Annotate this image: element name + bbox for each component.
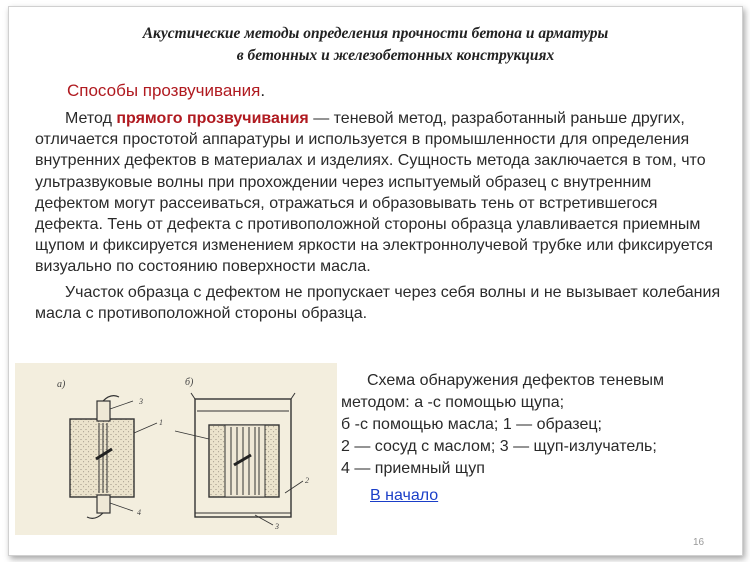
page-number: 16: [693, 537, 705, 548]
title-line-2: в бетонных и железобетонных конструкциях: [236, 47, 555, 64]
shadow-method-diagram: [15, 363, 337, 535]
slide-title: [9, 23, 742, 67]
back-to-start-link[interactable]: В начало: [370, 487, 439, 504]
caption-line-3: б -с помощью масла; 1 — образец;: [341, 416, 602, 433]
paragraph-1: [35, 108, 725, 278]
section-heading-period: .: [260, 81, 266, 100]
caption-line-4: 2 — сосуд с маслом; 3 — щуп-излучатель;: [341, 438, 657, 455]
callout-2: 2: [305, 476, 309, 485]
callout-4: 4: [137, 508, 141, 517]
section-heading-text: Способы прозвучивания: [67, 81, 261, 100]
slide: [8, 6, 743, 556]
callout-1: 1: [159, 418, 163, 427]
diagram-a: [70, 396, 163, 519]
caption-line-5: 4 — приемный щуп: [341, 460, 485, 477]
section-heading: [67, 81, 265, 101]
diagram-b: [175, 393, 309, 531]
paragraph-1-start: Метод: [65, 110, 117, 127]
label-a: а): [57, 379, 66, 390]
paragraph-1-rest: — теневой метод, разработанный раньше других, отличается простотой аппаратуры и используется в промышленности для определения внутренних дефектов в материалах и изделиях. Сущность метода заключается в том, что ультразвуковые волны при прохождении через испытуемый образец с внутренним дефектом могут рассеиваться, отражаться и образовывать тень от встретившегося дефекта. Тень от дефекта с противоположной стороны образца улавливается приемным щупом и фиксируется изменением яркости на электроннолучевой трубке или фиксируется визуально по состоянию поверхности масла.: [35, 110, 713, 276]
caption-line-2: методом: а -с помощью щупа;: [341, 394, 565, 411]
title-line-1: Акустические методы определения прочности бетона и арматуры: [142, 25, 609, 42]
diagram-figure: [15, 363, 337, 535]
caption-line-1: Схема обнаружения дефектов теневым: [367, 372, 665, 389]
figure-caption: [341, 370, 731, 480]
body-text: [35, 108, 725, 324]
highlight-term: прямого прозвучивания: [116, 110, 309, 127]
callout-3-a: 3: [139, 397, 143, 406]
label-b: б): [185, 377, 194, 388]
paragraph-2: Участок образца с дефектом не пропускает через себя волны и не вызывает колебания масла с противоположной стороны образца.: [35, 283, 721, 322]
callout-3-b: 3: [275, 522, 279, 531]
